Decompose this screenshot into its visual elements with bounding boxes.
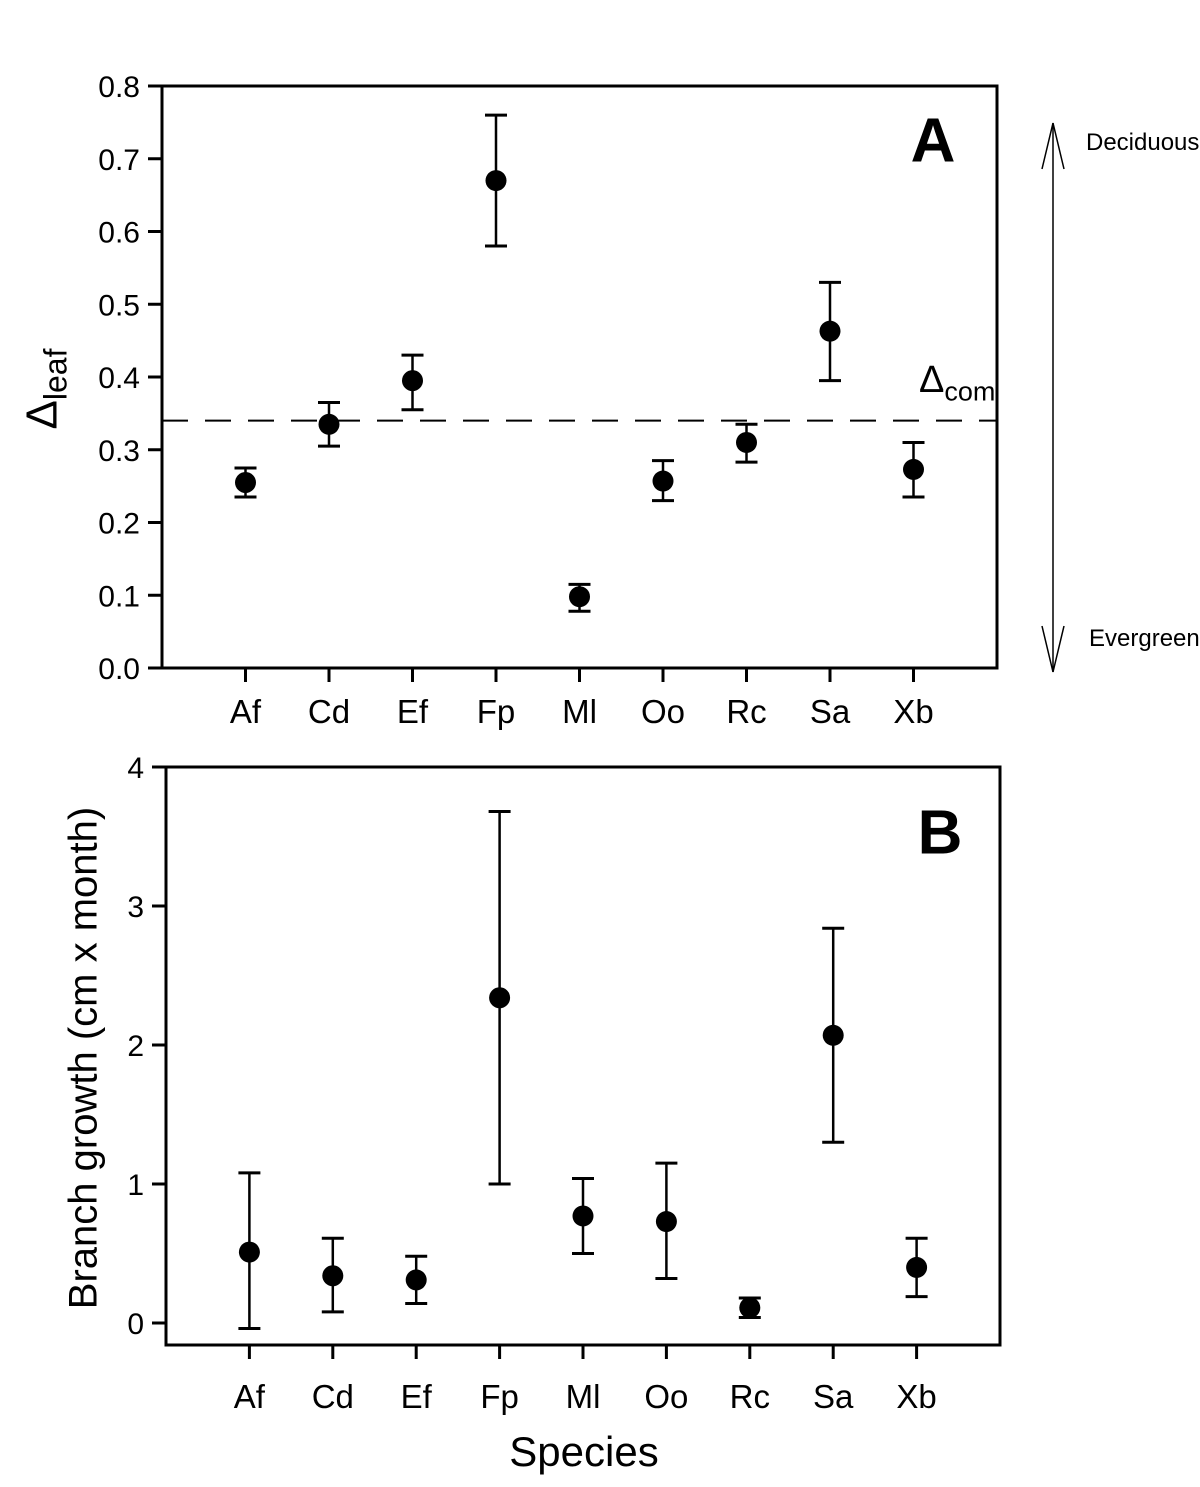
delta-com-subscript: com xyxy=(944,376,996,407)
x-tick-label-b-Ml: Ml xyxy=(565,1378,601,1415)
x-tick-label-a-Fp: Fp xyxy=(476,693,516,730)
x-tick-label-a-Oo: Oo xyxy=(640,693,686,730)
data-point-a-Af xyxy=(235,472,256,493)
panel-a-y-axis-label xyxy=(18,349,75,430)
data-point-b-Ml xyxy=(573,1205,594,1226)
y-tick-label-a-0.1: 0.1 xyxy=(98,580,140,614)
x-tick-label-a-Af: Af xyxy=(229,693,262,730)
x-tick-label-a-Ml: Ml xyxy=(562,693,597,730)
data-point-a-Cd xyxy=(319,414,340,435)
data-point-a-Ml xyxy=(569,586,590,607)
data-point-a-Xb xyxy=(903,459,924,480)
x-tick-label-b-Af: Af xyxy=(233,1378,265,1415)
x-tick-label-b-Cd: Cd xyxy=(311,1378,354,1415)
delta-com-symbol: Δ xyxy=(919,359,945,401)
x-tick-label-a-Rc: Rc xyxy=(726,693,767,730)
y-tick-label-a-0.4: 0.4 xyxy=(98,362,140,395)
data-point-b-Cd xyxy=(322,1265,343,1286)
x-tick-label-b-Oo: Oo xyxy=(644,1378,689,1415)
y-tick-label-a-0.2: 0.2 xyxy=(98,507,140,541)
data-point-a-Fp xyxy=(486,170,507,191)
x-tick-label-b-Ef: Ef xyxy=(400,1378,432,1415)
delta-leaf-symbol: Δ xyxy=(17,400,67,430)
x-tick-label-b-Fp: Fp xyxy=(480,1378,519,1415)
data-point-b-Rc xyxy=(739,1297,760,1318)
panel-a-label: A xyxy=(910,106,956,176)
data-point-a-Ef xyxy=(402,370,423,391)
data-point-a-Oo xyxy=(653,471,674,492)
data-point-b-Oo xyxy=(656,1211,677,1232)
data-point-b-Fp xyxy=(489,987,510,1008)
data-point-b-Af xyxy=(239,1242,260,1263)
y-tick-label-b-2: 2 xyxy=(127,1030,144,1063)
panel-a-plot xyxy=(98,71,997,730)
panel-b-label: B xyxy=(917,798,963,868)
y-tick-label-a-0.5: 0.5 xyxy=(98,289,140,323)
x-tick-label-a-Ef: Ef xyxy=(396,693,429,730)
deciduous-annotation: Deciduous xyxy=(1086,129,1200,156)
x-tick-label-a-Sa: Sa xyxy=(809,693,851,730)
y-tick-label-b-3: 3 xyxy=(127,891,144,924)
y-tick-label-a-0.6: 0.6 xyxy=(98,216,140,250)
evergreen-annotation: Evergreen xyxy=(1089,625,1200,652)
data-point-b-Ef xyxy=(406,1269,427,1290)
x-axis-title: Species xyxy=(509,1428,659,1475)
x-tick-label-a-Cd: Cd xyxy=(307,693,351,730)
data-point-b-Xb xyxy=(906,1257,927,1278)
x-tick-label-b-Xb: Xb xyxy=(896,1378,937,1415)
y-tick-label-a-0.8: 0.8 xyxy=(98,71,140,104)
panel-a-frame xyxy=(162,86,997,668)
y-tick-label-b-1: 1 xyxy=(127,1169,144,1202)
deciduous-evergreen-arrow xyxy=(1042,123,1064,672)
x-tick-label-a-Xb: Xb xyxy=(893,693,934,730)
reference-line-label xyxy=(919,359,995,408)
x-tick-label-b-Sa: Sa xyxy=(813,1378,854,1415)
panel-b-frame xyxy=(166,767,1000,1345)
y-tick-label-b-4: 4 xyxy=(127,752,144,785)
panel-b-plot xyxy=(127,752,1000,1415)
y-tick-label-a-0.0: 0.0 xyxy=(98,653,140,686)
data-point-b-Sa xyxy=(823,1025,844,1046)
data-point-a-Rc xyxy=(736,432,757,453)
delta-leaf-subscript: leaf xyxy=(37,348,74,401)
panel-b-y-axis-label: Branch growth (cm x month) xyxy=(61,806,106,1310)
y-tick-label-a-0.7: 0.7 xyxy=(98,143,140,177)
x-tick-label-b-Rc: Rc xyxy=(729,1378,770,1415)
y-tick-label-b-0: 0 xyxy=(127,1308,144,1341)
data-point-a-Sa xyxy=(820,321,841,342)
y-tick-label-a-0.3: 0.3 xyxy=(98,434,140,468)
